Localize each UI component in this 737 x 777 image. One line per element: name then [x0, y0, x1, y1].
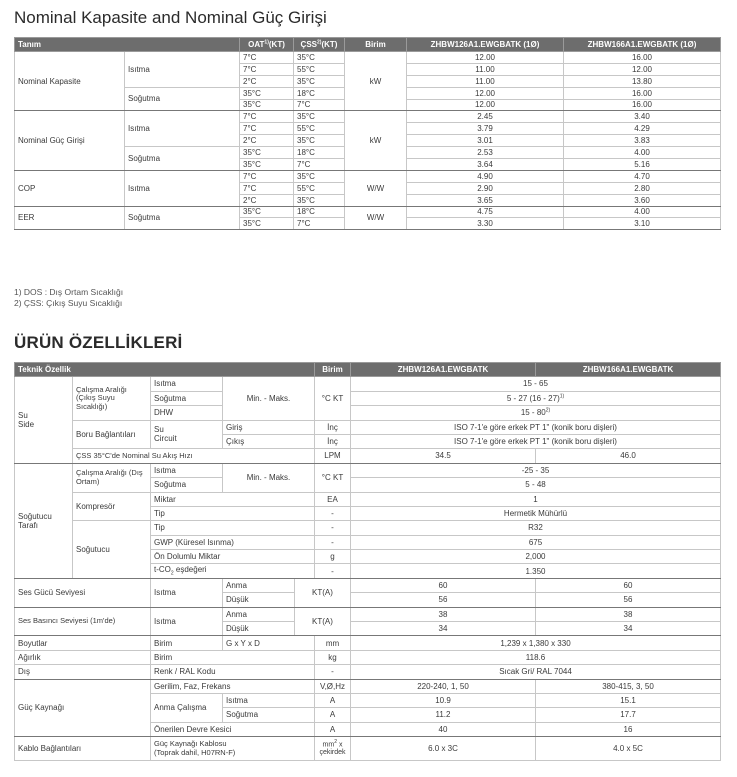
- table-cell: A: [315, 722, 351, 736]
- table-cell: 13.80: [564, 75, 721, 87]
- table-cell: 55°C: [294, 182, 345, 194]
- table-cell: Tip: [151, 506, 315, 520]
- mode-label: Isıtma: [125, 111, 240, 147]
- table-cell: 4.90: [407, 170, 564, 182]
- group-label: Su Side: [15, 377, 73, 463]
- table-cell: ÇSS 35°C'de Nominal Su Akış Hızı: [73, 449, 315, 463]
- table-row: [15, 492, 721, 506]
- table-cell: Güç Kaynağı: [15, 679, 151, 737]
- col-header-oat: OAT$^{1)}$(KT): [240, 38, 294, 52]
- table-cell: Min. - Maks.: [223, 463, 315, 492]
- table-cell: 3.83: [564, 135, 721, 147]
- table-cell: 18°C: [294, 206, 345, 218]
- section-title: ÜRÜN ÖZELLİKLERİ: [14, 333, 183, 352]
- table-cell: Düşük: [223, 593, 295, 607]
- table-cell: Miktar: [151, 492, 315, 506]
- table-cell: Isıtma: [223, 693, 315, 707]
- table-cell: A: [315, 708, 351, 722]
- table-cell: 35°C: [294, 52, 345, 64]
- table-cell: 3.64: [407, 159, 564, 171]
- mode-label: Soğutma: [125, 206, 240, 230]
- table-cell: 35°C: [294, 194, 345, 206]
- table-cell: 2.90: [407, 182, 564, 194]
- table-cell: 6.0 x 3C: [351, 737, 536, 761]
- table-cell: Birim: [151, 636, 223, 650]
- table-cell: 4.75: [407, 206, 564, 218]
- table-cell: 35°C: [294, 75, 345, 87]
- table-cell: Ses Gücü Seviyesi: [15, 578, 151, 607]
- table-cell: 1: [351, 492, 721, 506]
- table-cell: 35°C: [240, 87, 294, 99]
- table-cell: 18°C: [294, 87, 345, 99]
- table-cell: 3.40: [564, 111, 721, 123]
- table-cell: 2,000: [351, 550, 721, 564]
- unit-label: kW: [345, 111, 407, 170]
- col-header-tanim: Tanım: [15, 38, 240, 52]
- table-cell: İnç: [315, 434, 351, 448]
- table-cell: 34: [351, 622, 536, 636]
- table-cell: °C KT: [315, 377, 351, 420]
- table-cell: Min. - Maks.: [223, 377, 315, 420]
- table-cell: 16.00: [564, 99, 721, 111]
- table-cell: 3.01: [407, 135, 564, 147]
- table-cell: Kompresör: [73, 492, 151, 521]
- table-cell: Düşük: [223, 622, 295, 636]
- table-cell: GWP (Küresel Isınma): [151, 535, 315, 549]
- table-cell: 7°C: [240, 52, 294, 64]
- table-cell: -25 - 35: [351, 463, 721, 477]
- table-cell: 5.16: [564, 159, 721, 171]
- mode-label: Isıtma: [125, 52, 240, 88]
- table-row: [15, 578, 721, 592]
- table-cell: 2°C: [240, 75, 294, 87]
- table-cell: A: [315, 693, 351, 707]
- table-cell: Dış: [15, 665, 151, 679]
- table-row: [15, 111, 721, 123]
- table-cell: Kablo Bağlantıları: [15, 737, 151, 761]
- table-cell: 16.00: [564, 52, 721, 64]
- group-label: Nominal Güç Girişi: [15, 111, 125, 170]
- table-cell: Soğutma: [151, 478, 223, 492]
- table-cell: -: [315, 535, 351, 549]
- table-cell: 56: [536, 593, 721, 607]
- mode-label: Soğutma: [125, 87, 240, 111]
- table-cell: ISO 7-1'e göre erkek PT 1" (konik boru dişleri): [351, 434, 721, 448]
- table-cell: 35°C: [294, 111, 345, 123]
- table-cell: 15 - 65: [351, 377, 721, 391]
- table-cell: 34.5: [351, 449, 536, 463]
- footnote: 1) DOS : Dış Ortam Sıcaklığı: [14, 287, 124, 297]
- unit-label: W/W: [345, 170, 407, 206]
- table-cell: mm: [315, 636, 351, 650]
- table-cell: 1.350: [351, 564, 721, 578]
- table-cell: 5 - 48: [351, 478, 721, 492]
- table-cell: 7°C: [240, 182, 294, 194]
- table-cell: $t-CO_2$ eşdeğeri: [151, 564, 315, 578]
- table-cell: 55°C: [294, 123, 345, 135]
- table-cell: Renk / RAL Kodu: [151, 665, 315, 679]
- table-cell: R32: [351, 521, 721, 535]
- table-cell: Soğutma: [151, 391, 223, 405]
- col-header-model1: ZHBW126A1.EWGBATK (1Ø): [407, 38, 564, 52]
- table-cell: KT(A): [295, 578, 351, 607]
- table-cell: 5 - 27 (16 - 27)$^{1)}$: [351, 391, 721, 405]
- table-cell: G x Y x D: [223, 636, 315, 650]
- table-cell: Sıcak Gri/ RAL 7044: [351, 665, 721, 679]
- table-cell: 7°C: [240, 63, 294, 75]
- table-cell: 12.00: [564, 63, 721, 75]
- table-cell: 11.2: [351, 708, 536, 722]
- col-header-css: ÇSS$^{2)}$(KT): [294, 38, 345, 52]
- footnote: 2) ÇSS: Çıkış Suyu Sıcaklığı: [14, 298, 123, 308]
- table-cell: 35°C: [294, 170, 345, 182]
- table-row: [15, 377, 721, 391]
- table-cell: 4.00: [564, 147, 721, 159]
- table-cell: Ağırlık: [15, 650, 151, 664]
- table-cell: 220-240, 1, 50: [351, 679, 536, 693]
- table-cell: Isıtma: [151, 607, 223, 636]
- unit-label: W/W: [345, 206, 407, 230]
- table-cell: 17.7: [536, 708, 721, 722]
- table-cell: 3.10: [564, 218, 721, 230]
- table-row: [15, 463, 721, 477]
- table-cell: V,Ø,Hz: [315, 679, 351, 693]
- table-cell: Anma: [223, 578, 295, 592]
- table-cell: Su Circuit: [151, 420, 223, 449]
- table-cell: ISO 7-1'e göre erkek PT 1" (konik boru dişleri): [351, 420, 721, 434]
- table-row: [15, 650, 721, 664]
- table-cell: 18°C: [294, 147, 345, 159]
- table-cell: 4.29: [564, 123, 721, 135]
- table-row: [15, 206, 721, 218]
- table-cell: Soğutucu: [73, 521, 151, 579]
- table-row: [15, 449, 721, 463]
- table-row: [15, 665, 721, 679]
- table-cell: 60: [536, 578, 721, 592]
- table-cell: 1,239 x 1,380 x 330: [351, 636, 721, 650]
- table-cell: 60: [351, 578, 536, 592]
- table-cell: 35°C: [240, 99, 294, 111]
- table-cell: Isıtma: [151, 377, 223, 391]
- table-cell: Birim: [151, 650, 315, 664]
- table-cell: -: [315, 521, 351, 535]
- col-header-model1: ZHBW126A1.EWGBATK: [351, 363, 536, 377]
- table-cell: 12.00: [407, 52, 564, 64]
- table-cell: Tip: [151, 521, 315, 535]
- table-cell: 34: [536, 622, 721, 636]
- table-cell: 2.45: [407, 111, 564, 123]
- table-cell: 38: [351, 607, 536, 621]
- table-cell: 12.00: [407, 99, 564, 111]
- table-cell: 3.65: [407, 194, 564, 206]
- table-cell: 35°C: [294, 135, 345, 147]
- table-cell: 3.60: [564, 194, 721, 206]
- col-header-birim: Birim: [315, 363, 351, 377]
- table-cell: -: [315, 564, 351, 578]
- table-cell: DHW: [151, 406, 223, 420]
- table-cell: 35°C: [240, 159, 294, 171]
- table-cell: 2°C: [240, 194, 294, 206]
- table-cell: Güç Kaynağı Kablosu (Toprak dahil, H07RN-F): [151, 737, 315, 761]
- table-cell: Giriş: [223, 420, 315, 434]
- table-cell: 15.1: [536, 693, 721, 707]
- table-cell: 7°C: [294, 218, 345, 230]
- col-header-birim: Birim: [345, 38, 407, 52]
- table-cell: 11.00: [407, 75, 564, 87]
- group-label: COP: [15, 170, 125, 206]
- table-cell: 7°C: [240, 111, 294, 123]
- table-cell: °C KT: [315, 463, 351, 492]
- table-cell: $mm^2$ x çekirdek: [315, 737, 351, 761]
- table-cell: 10.9: [351, 693, 536, 707]
- table-row: [15, 679, 721, 693]
- product-specs-table: [14, 362, 721, 761]
- col-header-ozellik: Teknik Özellik: [15, 363, 315, 377]
- mode-label: Isıtma: [125, 170, 240, 206]
- table-cell: Soğutma: [223, 708, 315, 722]
- table-cell: Çıkış: [223, 434, 315, 448]
- table-cell: İnç: [315, 420, 351, 434]
- table-cell: Isıtma: [151, 578, 223, 607]
- table-cell: Ön Dolumlu Miktar: [151, 550, 315, 564]
- table-cell: kg: [315, 650, 351, 664]
- table-row: [15, 52, 721, 64]
- table-row: [15, 636, 721, 650]
- mode-label: Soğutma: [125, 147, 240, 171]
- table-row: [15, 420, 721, 434]
- table-cell: Önerilen Devre Kesici: [151, 722, 315, 736]
- table-cell: 7°C: [294, 159, 345, 171]
- table-cell: EA: [315, 492, 351, 506]
- table-cell: -: [315, 506, 351, 520]
- table-cell: LPM: [315, 449, 351, 463]
- table-cell: 40: [351, 722, 536, 736]
- table-cell: 38: [536, 607, 721, 621]
- group-label: Soğutucu Tarafı: [15, 463, 73, 578]
- table-cell: 7°C: [294, 99, 345, 111]
- table-cell: 35°C: [240, 218, 294, 230]
- table-cell: 55°C: [294, 63, 345, 75]
- table-cell: Gerilim, Faz, Frekans: [151, 679, 315, 693]
- table-cell: 7°C: [240, 170, 294, 182]
- table-cell: g: [315, 550, 351, 564]
- table-cell: 46.0: [536, 449, 721, 463]
- table-cell: 16.00: [564, 87, 721, 99]
- table-cell: 3.79: [407, 123, 564, 135]
- table-cell: Anma: [223, 607, 295, 621]
- table-cell: Çalışma Aralığı (Dış Ortam): [73, 463, 151, 492]
- table-row: [15, 170, 721, 182]
- table-cell: Hermetik Mühürlü: [351, 506, 721, 520]
- col-header-model2: ZHBW166A1.EWGBATK (1Ø): [564, 38, 721, 52]
- table-cell: 675: [351, 535, 721, 549]
- table-cell: 4.70: [564, 170, 721, 182]
- table-cell: 35°C: [240, 147, 294, 159]
- table-cell: Isıtma: [151, 463, 223, 477]
- table-cell: 380-415, 3, 50: [536, 679, 721, 693]
- table-cell: 4.00: [564, 206, 721, 218]
- table-row: [15, 737, 721, 761]
- table-cell: 12.00: [407, 87, 564, 99]
- page-title: Nominal Kapasite and Nominal Güç Girişi: [14, 8, 327, 27]
- table-cell: 2.53: [407, 147, 564, 159]
- table-cell: 16: [536, 722, 721, 736]
- col-header-model2: ZHBW166A1.EWGBATK: [536, 363, 721, 377]
- table-cell: 15 - 80$^{2)}$: [351, 406, 721, 420]
- table-cell: 4.0 x 5C: [536, 737, 721, 761]
- table-cell: 3.30: [407, 218, 564, 230]
- nominal-capacity-table: [14, 37, 721, 230]
- unit-label: kW: [345, 52, 407, 111]
- table-cell: Boru Bağlantıları: [73, 420, 151, 449]
- table-cell: -: [315, 665, 351, 679]
- table-cell: Çalışma Aralığı (Çıkış Suyu Sıcaklığı): [73, 377, 151, 420]
- table-row: [15, 607, 721, 621]
- table-cell: Anma Çalışma: [151, 693, 223, 722]
- table-cell: 7°C: [240, 123, 294, 135]
- table-cell: 2.80: [564, 182, 721, 194]
- table-row: [15, 521, 721, 535]
- table-cell: 11.00: [407, 63, 564, 75]
- group-label: Nominal Kapasite: [15, 52, 125, 111]
- table-cell: 2°C: [240, 135, 294, 147]
- table-cell: Ses Basıncı Seviyesi (1m'de): [15, 607, 151, 636]
- table-cell: 118.6: [351, 650, 721, 664]
- table-cell: Boyutlar: [15, 636, 151, 650]
- table-cell: 56: [351, 593, 536, 607]
- group-label: EER: [15, 206, 125, 230]
- table-cell: 35°C: [240, 206, 294, 218]
- table-cell: KT(A): [295, 607, 351, 636]
